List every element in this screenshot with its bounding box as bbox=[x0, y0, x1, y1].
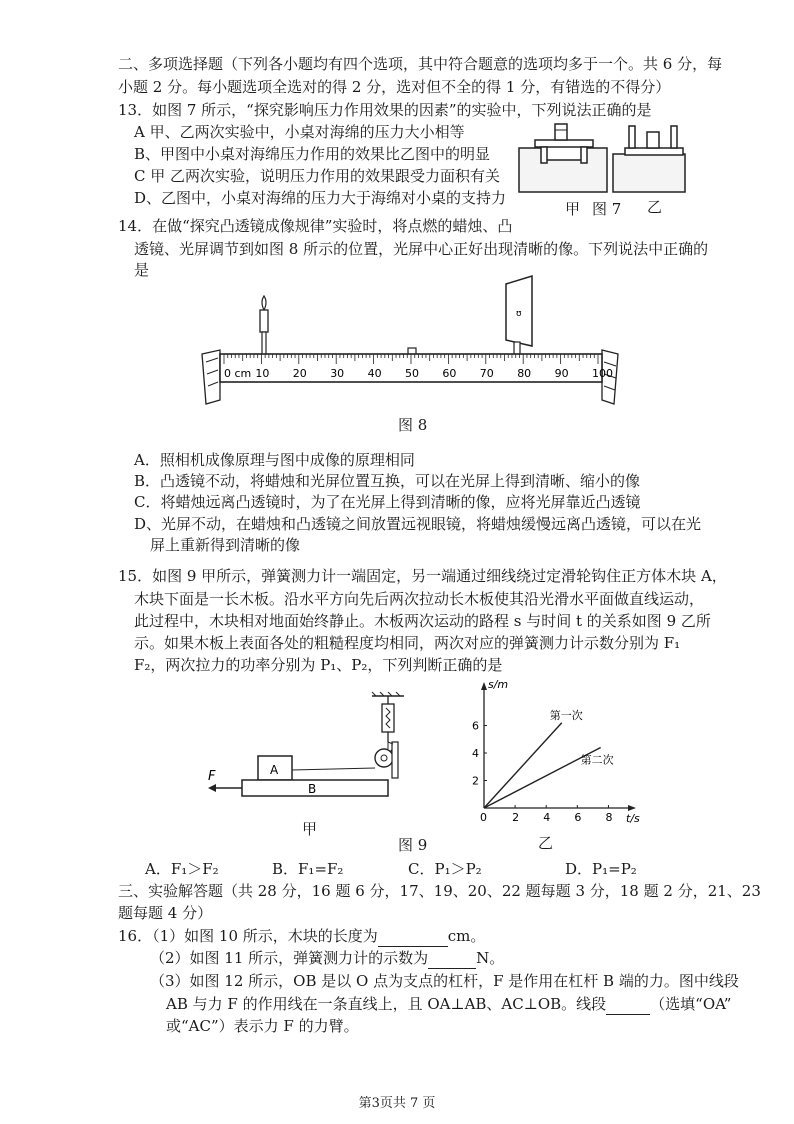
series-line bbox=[484, 723, 562, 808]
q15-stem-line1: 15．如图 9 甲所示，弹簧测力计一端固定，另一端通过细线绕过定滑轮钩住正方体木块 A， bbox=[118, 567, 727, 585]
figure-7-jia bbox=[519, 124, 607, 192]
q16-part2 bbox=[150, 948, 504, 969]
ruler-label: 60 bbox=[442, 367, 457, 380]
section2-heading-line2: 小题 2 分。每小题选项全选对的得 2 分，选对但不全的得 1 分，有错选的不得分） bbox=[118, 78, 671, 96]
x-tick-label: 6 bbox=[574, 811, 582, 824]
q16-part1-answer-blank[interactable] bbox=[378, 926, 448, 947]
series-label: 第一次 bbox=[549, 708, 583, 722]
q16-part1-unit: cm。 bbox=[447, 927, 486, 945]
y-tick-label: 6 bbox=[472, 719, 479, 733]
q14-option-d-line2: 屏上重新得到清晰的像 bbox=[150, 536, 301, 554]
figure-9-jia bbox=[200, 690, 420, 810]
ruler-label: 40 bbox=[367, 367, 382, 380]
q15-option-c: C．P₁＞P₂ bbox=[408, 860, 482, 878]
q16-part3-line1: （3）如图 12 所示，OB 是以 O 点为支点的杠杆，F 是作用在杠杆 B 端的力。图中线段 bbox=[150, 972, 739, 990]
force-label: F bbox=[208, 769, 216, 784]
section2-heading-line1: 二、多项选择题（下列各小题均有四个选项，其中符合题意的选项均多于一个。共 6 分，每 bbox=[118, 55, 723, 73]
q14-option-d-line1: D、光屏不动，在蜡烛和凸透镜之间放置远视眼镜，将蜡烛缓慢远离凸透镜，可以在光 bbox=[134, 515, 702, 533]
ruler-label: 100 bbox=[592, 367, 613, 380]
figure-9-label-jia: 甲 bbox=[302, 820, 318, 838]
figure-8-caption: 图 8 bbox=[398, 416, 428, 434]
ruler-label: 90 bbox=[554, 367, 569, 380]
ruler-label: 0 cm bbox=[224, 367, 252, 380]
ruler-label: 80 bbox=[517, 367, 532, 380]
q13-option-b: B、甲图中小桌对海绵压力作用的效果比乙图中的明显 bbox=[134, 145, 491, 163]
pulley-icon bbox=[375, 742, 398, 778]
q13-option-c: C 甲 乙两次实验，说明压力作用的效果跟受力面积有关 bbox=[134, 167, 501, 185]
y-axis-label: s/m bbox=[488, 680, 509, 691]
ruler-label: 30 bbox=[330, 367, 345, 380]
q15-option-b: B．F₁=F₂ bbox=[272, 860, 344, 878]
x-tick-label: 0 bbox=[480, 811, 487, 824]
figure-9-caption: 图 9 bbox=[398, 836, 428, 854]
x-axis-label: t/s bbox=[626, 812, 640, 825]
q16-part1-text: 16．（1）如图 10 所示，木块的长度为 bbox=[118, 927, 378, 945]
y-axis-arrow bbox=[481, 682, 487, 690]
candle-icon bbox=[260, 296, 268, 356]
q14-stem-line3: 是 bbox=[134, 261, 150, 279]
spring-scale-icon bbox=[382, 696, 394, 742]
figure-7-label-yi: 乙 bbox=[647, 198, 663, 216]
q16-part2-unit: N。 bbox=[476, 949, 505, 967]
ruler-label: 10 bbox=[255, 367, 270, 380]
q15-stem-line2: 木块下面是一长木板。沿水平方向先后两次拉动长木板使其沿光滑水平面做直线运动， bbox=[134, 590, 705, 608]
figure-8-optical-bench bbox=[196, 270, 626, 410]
q14-stem-line1: 14．在做“探究凸透镜成像规律”实验时，将点燃的蜡烛、凸 bbox=[118, 217, 513, 235]
y-tick-label: 2 bbox=[472, 774, 479, 788]
q16-part1 bbox=[118, 926, 485, 947]
q15-option-a: A．F₁＞F₂ bbox=[145, 860, 219, 878]
ruler-label: 70 bbox=[479, 367, 494, 380]
figure-7-label-jia: 甲 bbox=[565, 200, 581, 218]
series-label: 第二次 bbox=[580, 753, 614, 767]
section3-heading-line2: 题每题 4 分） bbox=[118, 904, 213, 922]
light-screen-icon bbox=[506, 276, 532, 358]
figure-9-yi-st-graph bbox=[462, 680, 652, 830]
q14-stem-line2: 透镜、光屏调节到如图 8 所示的位置，光屏中心正好出现清晰的像。下列说法中正确的 bbox=[134, 240, 709, 258]
q16-part3-choice: （选填“OA” bbox=[650, 995, 732, 1013]
q13-option-a: A 甲、乙两次实验中，小桌对海绵的压力大小相等 bbox=[134, 123, 465, 141]
chart-axes bbox=[481, 680, 640, 825]
q16-part2-answer-blank[interactable] bbox=[428, 948, 476, 969]
block-a-label: A bbox=[270, 763, 279, 777]
section3-heading-line1: 三、实验解答题（共 28 分，16 题 6 分，17、19、20、22 题每题 3 分，18 题 2 分，21、23 bbox=[118, 882, 761, 900]
q16-part2-text: （2）如图 11 所示，弹簧测力计的示数为 bbox=[150, 949, 429, 967]
board-b-label: B bbox=[308, 782, 317, 796]
q13-stem: 13．如图 7 所示，“探究影响压力作用效果的因素”的实验中，下列说法正确的是 bbox=[118, 101, 652, 119]
q15-stem-line5: F₂，两次拉力的功率分别为 P₁、P₂，下列判断正确的是 bbox=[134, 656, 503, 674]
q15-stem-line4: 示。如果木板上表面各处的粗糙程度均相同，两次对应的弹簧测力计示数分别为 F₁ bbox=[134, 634, 681, 652]
figure-9-label-yi: 乙 bbox=[538, 834, 554, 852]
q14-option-b: B．凸透镜不动，将蜡烛和光屏位置互换，可以在光屏上得到清晰、缩小的像 bbox=[134, 472, 641, 490]
x-tick-label: 2 bbox=[512, 811, 520, 824]
q16-part3-text: AB 与力 F 的作用线在一条直线上，且 OA⊥AB、AC⊥OB。线段 bbox=[166, 995, 607, 1013]
q16-part3-answer-blank[interactable] bbox=[606, 994, 650, 1015]
q15-stem-line3: 此过程中，木块相对地面始终静止。木板两次运动的路程 s 与时间 t 的关系如图 9 乙所 bbox=[134, 612, 711, 630]
ruler-label: 50 bbox=[405, 367, 419, 380]
chart-series bbox=[484, 708, 614, 808]
figure-7 bbox=[515, 118, 705, 198]
page-footer: 第3页共 7 页 bbox=[358, 1096, 436, 1111]
figure-7-caption: 图 7 bbox=[592, 200, 622, 218]
q15-option-d: D．P₁=P₂ bbox=[565, 860, 637, 878]
svg-text:ʊ: ʊ bbox=[516, 309, 522, 319]
y-tick-label: 4 bbox=[472, 747, 479, 760]
q16-part3-line3: 或“AC”）表示力 F 的力臂。 bbox=[166, 1017, 359, 1035]
q14-option-c: C．将蜡烛远离凸透镜时，为了在光屏上得到清晰的像，应将光屏靠近凸透镜 bbox=[134, 493, 641, 511]
q14-option-a: A．照相机成像原理与图中成像的原理相同 bbox=[134, 451, 415, 469]
ruler-label: 20 bbox=[292, 367, 307, 380]
x-tick-label: 4 bbox=[543, 811, 551, 824]
x-axis-arrow bbox=[628, 805, 636, 811]
figure-7-yi bbox=[613, 126, 685, 192]
q16-part3-line2 bbox=[166, 994, 731, 1015]
x-tick-label: 8 bbox=[605, 811, 613, 824]
q13-option-d: D、乙图中，小桌对海绵的压力大于海绵对小桌的支持力 bbox=[134, 189, 507, 207]
